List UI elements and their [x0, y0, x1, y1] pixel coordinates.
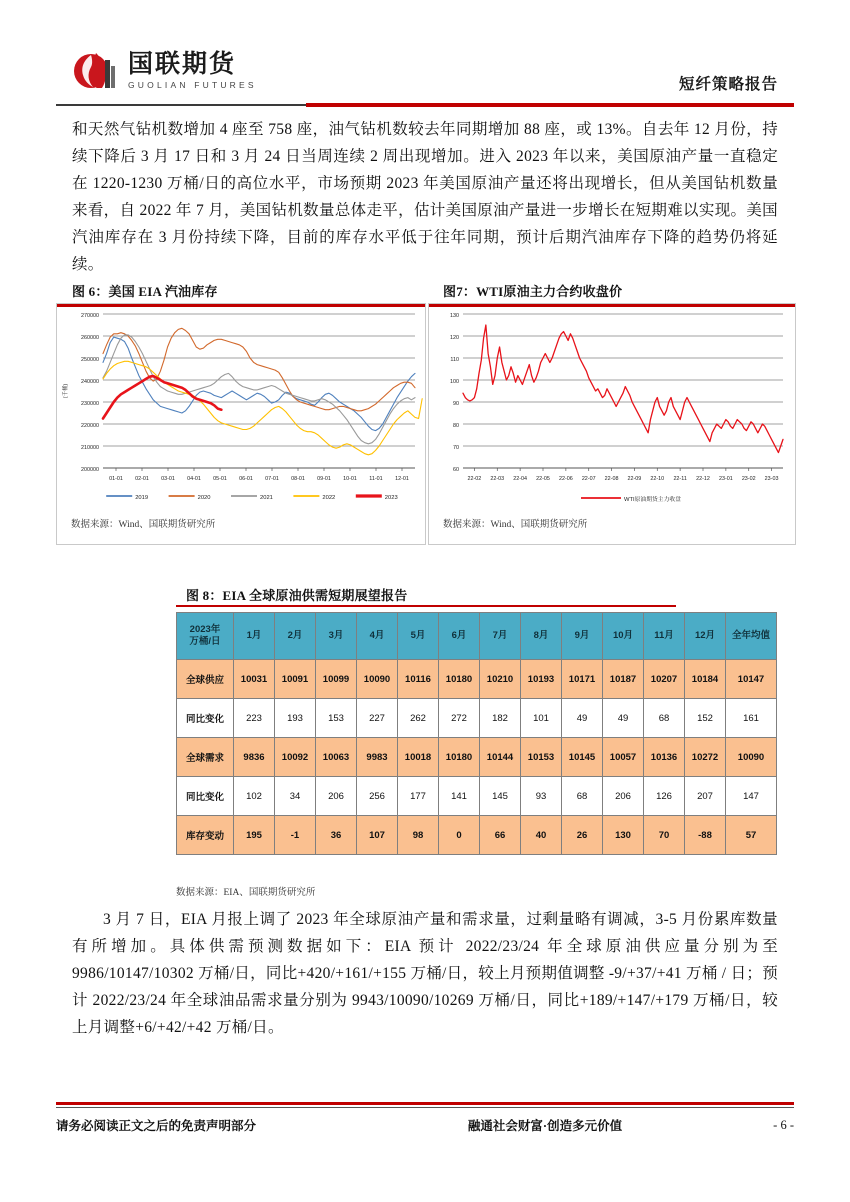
svg-text:10-01: 10-01	[343, 476, 357, 482]
svg-text:WTI原油期货主力收盘: WTI原油期货主力收盘	[624, 497, 681, 502]
logo-name-cn: 国联期货	[128, 50, 237, 79]
figure6-panel	[56, 303, 426, 545]
figure8-table-wrap	[176, 612, 777, 855]
svg-text:22-03: 22-03	[490, 476, 505, 482]
svg-text:02-01: 02-01	[135, 476, 149, 482]
table-cell: 10090	[726, 738, 777, 777]
table-cell: 161	[726, 699, 777, 738]
table-cell: 10057	[603, 738, 644, 777]
table-cell: 107	[357, 816, 398, 855]
table-header-row	[177, 613, 777, 660]
table-cell: 10180	[439, 660, 480, 699]
table-cell: 0	[439, 816, 480, 855]
table-cell: 10187	[603, 660, 644, 699]
svg-text:250000: 250000	[81, 357, 99, 363]
table-column-header: 7月	[480, 613, 521, 660]
svg-text:80: 80	[453, 423, 459, 429]
table-cell: 10136	[644, 738, 685, 777]
table-column-header: 3月	[316, 613, 357, 660]
table-cell: 177	[398, 777, 439, 816]
table-cell: 223	[234, 699, 275, 738]
table-row	[177, 660, 777, 699]
table-row	[177, 816, 777, 855]
svg-text:60: 60	[453, 467, 459, 473]
table-cell: 141	[439, 777, 480, 816]
table-cell: 130	[603, 816, 644, 855]
svg-text:220000: 220000	[81, 423, 99, 429]
table-cell: 10092	[275, 738, 316, 777]
footer-slogan: 融通社会财富·创造多元价值	[467, 1119, 623, 1133]
figure8-accent-bar	[176, 605, 676, 607]
svg-text:240000: 240000	[81, 379, 99, 385]
table-column-header: 9月	[562, 613, 603, 660]
table-cell: 10207	[644, 660, 685, 699]
eia-outlook-table	[176, 612, 777, 855]
table-cell: 152	[685, 699, 726, 738]
table-column-header: 5月	[398, 613, 439, 660]
table-cell: 182	[480, 699, 521, 738]
company-logo	[72, 48, 257, 94]
table-column-header: 1月	[234, 613, 275, 660]
table-cell: 153	[316, 699, 357, 738]
svg-text:100: 100	[450, 379, 459, 385]
table-cell: 93	[521, 777, 562, 816]
table-column-header: 6月	[439, 613, 480, 660]
table-cell: 10091	[275, 660, 316, 699]
table-cell: 57	[726, 816, 777, 855]
table-row-label: 同比变化	[177, 777, 234, 816]
table-cell: 10145	[562, 738, 603, 777]
svg-text:12-01: 12-01	[395, 476, 409, 482]
svg-text:23-03: 23-03	[764, 476, 779, 482]
table-cell: 66	[480, 816, 521, 855]
figure6-chart	[57, 304, 423, 502]
table-cell: 10147	[726, 660, 777, 699]
svg-text:22-08: 22-08	[604, 476, 619, 482]
svg-text:06-01: 06-01	[239, 476, 253, 482]
table-column-header: 10月	[603, 613, 644, 660]
svg-text:22-07: 22-07	[581, 476, 596, 482]
table-cell: 10171	[562, 660, 603, 699]
report-type-title: 短纤策略报告	[678, 76, 778, 93]
table-column-header: 全年均值	[726, 613, 777, 660]
table-cell: 10153	[521, 738, 562, 777]
svg-text:07-01: 07-01	[265, 476, 279, 482]
figure6-caption: 图 6：美国 EIA 汽油库存	[72, 284, 218, 299]
table-column-header: 2月	[275, 613, 316, 660]
footer-divider-dark	[56, 1107, 794, 1108]
table-column-header: 8月	[521, 613, 562, 660]
table-cell: 10210	[480, 660, 521, 699]
figure6-source: 数据来源：Wind、国联期货研究所	[71, 520, 216, 530]
table-cell: 10272	[685, 738, 726, 777]
table-row-label: 全球供应	[177, 660, 234, 699]
table-cell: 9836	[234, 738, 275, 777]
logo-wordmark	[128, 52, 257, 90]
svg-text:23-01: 23-01	[718, 476, 733, 482]
svg-text:01-01: 01-01	[109, 476, 123, 482]
svg-text:09-01: 09-01	[317, 476, 331, 482]
svg-text:2021: 2021	[260, 495, 273, 501]
table-cell: 10180	[439, 738, 480, 777]
footer-disclaimer: 请务必阅读正文之后的免责声明部分	[56, 1119, 257, 1133]
table-cell: 147	[726, 777, 777, 816]
table-cell: 10184	[685, 660, 726, 699]
table-cell: 10031	[234, 660, 275, 699]
table-cell: -88	[685, 816, 726, 855]
table-row	[177, 777, 777, 816]
table-cell: 70	[644, 816, 685, 855]
figure7-accent-bar	[429, 304, 795, 307]
figure7-source: 数据来源：Wind、国联期货研究所	[443, 520, 588, 530]
table-cell: -1	[275, 816, 316, 855]
table-cell: 206	[316, 777, 357, 816]
svg-text:22-11: 22-11	[673, 476, 687, 482]
table-cell: 40	[521, 816, 562, 855]
table-cell: 68	[644, 699, 685, 738]
table-column-header: 4月	[357, 613, 398, 660]
header-divider-dark	[56, 104, 306, 106]
footer-divider-red	[56, 1102, 794, 1105]
svg-text:22-05: 22-05	[536, 476, 550, 482]
svg-text:08-01: 08-01	[291, 476, 305, 482]
table-cell: 98	[398, 816, 439, 855]
svg-text:130: 130	[450, 313, 459, 319]
svg-text:260000: 260000	[81, 335, 99, 341]
svg-text:110: 110	[450, 357, 459, 363]
table-cell: 10063	[316, 738, 357, 777]
header-divider	[56, 103, 794, 107]
table-cell: 68	[562, 777, 603, 816]
svg-text:2023: 2023	[384, 495, 398, 501]
svg-text:200000: 200000	[81, 467, 99, 473]
svg-text:2022: 2022	[322, 495, 336, 501]
page-number: - 6 -	[773, 1117, 794, 1132]
svg-text:22-02: 22-02	[467, 476, 482, 482]
table-cell: 126	[644, 777, 685, 816]
svg-text:270000: 270000	[81, 313, 99, 319]
svg-text:230000: 230000	[81, 401, 99, 407]
table-row	[177, 699, 777, 738]
table-cell: 26	[562, 816, 603, 855]
svg-text:120: 120	[450, 335, 459, 341]
svg-text:(千桶): (千桶)	[63, 383, 69, 399]
table-cell: 10116	[398, 660, 439, 699]
svg-text:03-01: 03-01	[161, 476, 175, 482]
figure7-caption: 图7：WTI原油主力合约收盘价	[443, 284, 623, 299]
table-cell: 272	[439, 699, 480, 738]
table-cell: 10144	[480, 738, 521, 777]
svg-text:2020: 2020	[197, 495, 211, 501]
svg-text:22-06: 22-06	[558, 476, 573, 482]
table-column-header: 12月	[685, 613, 726, 660]
logo-name-en: GUOLIAN FUTURES	[128, 80, 257, 91]
figure7-panel	[428, 303, 796, 545]
body-paragraph-top: 和天然气钻机数增加 4 座至 758 座，油气钻机数较去年同期增加 88 座，或 13%。自去年 12 月份，持续下降后 3 月 17 日和 3 月 24 日当周连续 2 周出现增加。进入 2023 年以来，美国原油产量一直稳定在 1220-1230 万桶/日的高位水平，市场预期 2023 年美国原油产量还将出现增长，但从美国钻机数量来看，自 2022 年 7 月，美国钻机数量总体走平，估计美国原油产量进一步增长在短期难以实现。美国汽油库存在 3 月份持续下降，目前的库存水平低于往年同期，预计后期汽油库存下降的趋势仍将延续。	[72, 121, 778, 273]
table-cell: 9983	[357, 738, 398, 777]
table-cell: 10090	[357, 660, 398, 699]
table-column-header: 11月	[644, 613, 685, 660]
page-header	[0, 0, 850, 108]
table-cell: 10193	[521, 660, 562, 699]
table-cell: 195	[234, 816, 275, 855]
table-cell: 102	[234, 777, 275, 816]
table-cell: 34	[275, 777, 316, 816]
table-row	[177, 738, 777, 777]
table-cell: 49	[562, 699, 603, 738]
logo-flame-icon	[72, 48, 118, 94]
svg-text:22-09: 22-09	[627, 476, 642, 482]
table-cell: 227	[357, 699, 398, 738]
header-divider-red	[306, 103, 794, 107]
svg-text:22-04: 22-04	[513, 476, 528, 482]
table-row-label: 全球需求	[177, 738, 234, 777]
table-cell: 207	[685, 777, 726, 816]
figure8-source: 数据来源：EIA、国联期货研究所	[176, 888, 316, 898]
svg-text:210000: 210000	[81, 445, 99, 451]
table-cell: 10018	[398, 738, 439, 777]
svg-text:11-01: 11-01	[369, 476, 383, 482]
table-cell: 36	[316, 816, 357, 855]
svg-text:04-01: 04-01	[187, 476, 201, 482]
figure7-chart	[429, 304, 793, 502]
table-cell: 10099	[316, 660, 357, 699]
figure8-caption: 图 8：EIA 全球原油供需短期展望报告	[186, 588, 408, 603]
table-cell: 49	[603, 699, 644, 738]
table-corner-header: 2023年 万桶/日	[177, 613, 234, 660]
svg-text:90: 90	[453, 401, 459, 407]
svg-text:23-02: 23-02	[741, 476, 756, 482]
table-cell: 101	[521, 699, 562, 738]
table-row-label: 库存变动	[177, 816, 234, 855]
table-row-label: 同比变化	[177, 699, 234, 738]
svg-text:22-12: 22-12	[696, 476, 710, 482]
svg-text:70: 70	[453, 445, 459, 451]
svg-text:22-10: 22-10	[650, 476, 665, 482]
table-cell: 206	[603, 777, 644, 816]
page-footer	[56, 1116, 794, 1134]
svg-text:2019: 2019	[135, 495, 149, 501]
body-paragraph-bottom: 3 月 7 日，EIA 月报上调了 2023 年全球原油产量和需求量，过剩量略有调减，3-5 月份累库数量有所增加。具体供需预测数据如下：EIA 预计 2022/23/24 年全球原油供应量分别为至 9986/10147/10302 万桶/日，同比+420/+161/+155 万桶/日，较上月预期值调整 -9/+37/+41 万桶 / 日；预计 2022/23/24 年全球油品需求量分别为 9943/10090/10269 万桶/日，同比+189/+147/+179 万桶/日，较上月调整+6/+42/+42 万桶/日。	[72, 911, 778, 1036]
figure6-accent-bar	[57, 304, 425, 307]
table-cell: 256	[357, 777, 398, 816]
table-cell: 262	[398, 699, 439, 738]
svg-text:05-01: 05-01	[213, 476, 227, 482]
table-cell: 145	[480, 777, 521, 816]
table-cell: 193	[275, 699, 316, 738]
